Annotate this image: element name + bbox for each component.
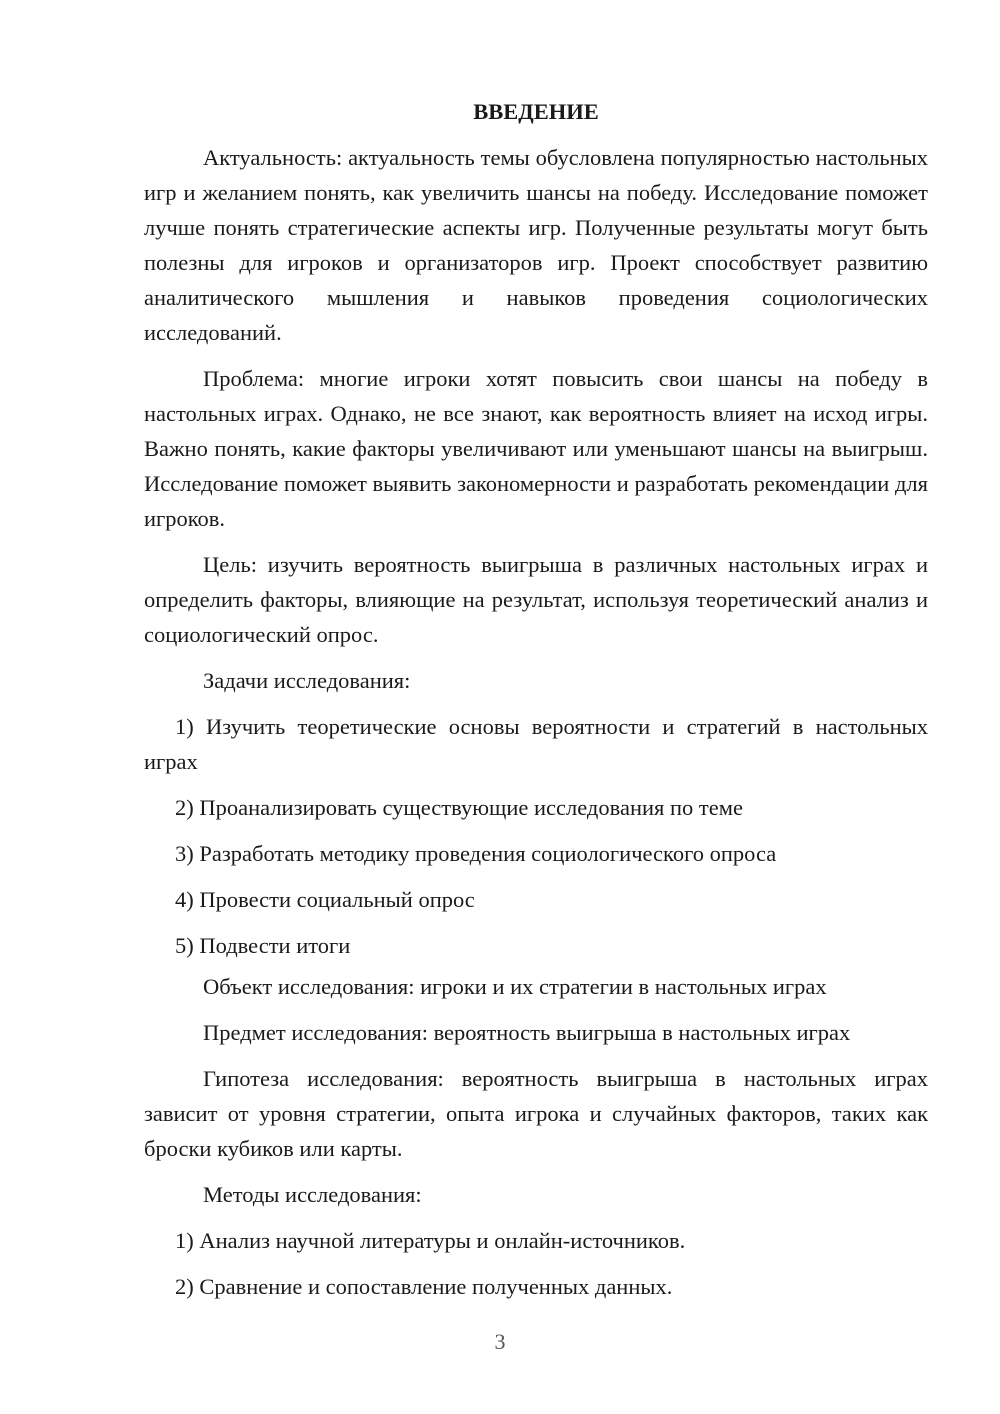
task-item-4: 4) Провести социальный опрос [175, 887, 475, 912]
hypothesis-paragraph: Гипотеза исследования: вероятность выигрыша в настольных играх зависит от уровня стратегии, опыта игрока и случайных факторов, таких как броски кубиков или карты. [144, 1066, 928, 1161]
method-item-2: 2) Сравнение и сопоставление полученных данных. [175, 1274, 673, 1299]
task-item-1: 1) Изучить теоретические основы вероятности и стратегий в настольных играх [144, 714, 928, 774]
relevance-paragraph: Актуальность: актуальность темы обусловлена популярностью настольных игр и желанием понять, как увеличить шансы на победу. Исследование поможет лучше понять стратегические аспекты игр. Полученные результаты могут быть полезны для игроков и организаторов игр. Проект способствует развитию аналитического мышления и навыков проведения социологических исследований. [144, 145, 928, 345]
goal-paragraph: Цель: изучить вероятность выигрыша в различных настольных играх и определить факторы, влияющие на результат, используя теоретический анализ и социологический опрос. [144, 552, 928, 647]
methods-heading: Методы исследования: [203, 1182, 422, 1207]
page-number: 3 [494, 1329, 506, 1354]
task-item-2: 2) Проанализировать существующие исследования по теме [175, 795, 743, 820]
task-item-3: 3) Разработать методику проведения социологического опроса [175, 841, 777, 866]
page-title: ВВЕДЕНИЕ [473, 99, 599, 124]
method-item-1: 1) Анализ научной литературы и онлайн-источников. [175, 1228, 686, 1253]
task-item-5: 5) Подвести итоги [175, 933, 351, 958]
problem-paragraph: Проблема: многие игроки хотят повысить свои шансы на победу в настольных играх. Однако, не все знают, как вероятность влияет на исход игры. Важно понять, какие факторы увеличивают или уменьшают шансы на выигрыш. Исследование поможет выявить закономерности и разработать рекомендации для игроков. [144, 366, 928, 531]
document-page [144, 94, 928, 1315]
object-paragraph: Объект исследования: игроки и их стратегии в настольных играх [203, 974, 827, 999]
subject-paragraph: Предмет исследования: вероятность выигрыша в настольных играх [203, 1020, 851, 1045]
tasks-heading: Задачи исследования: [203, 668, 411, 693]
